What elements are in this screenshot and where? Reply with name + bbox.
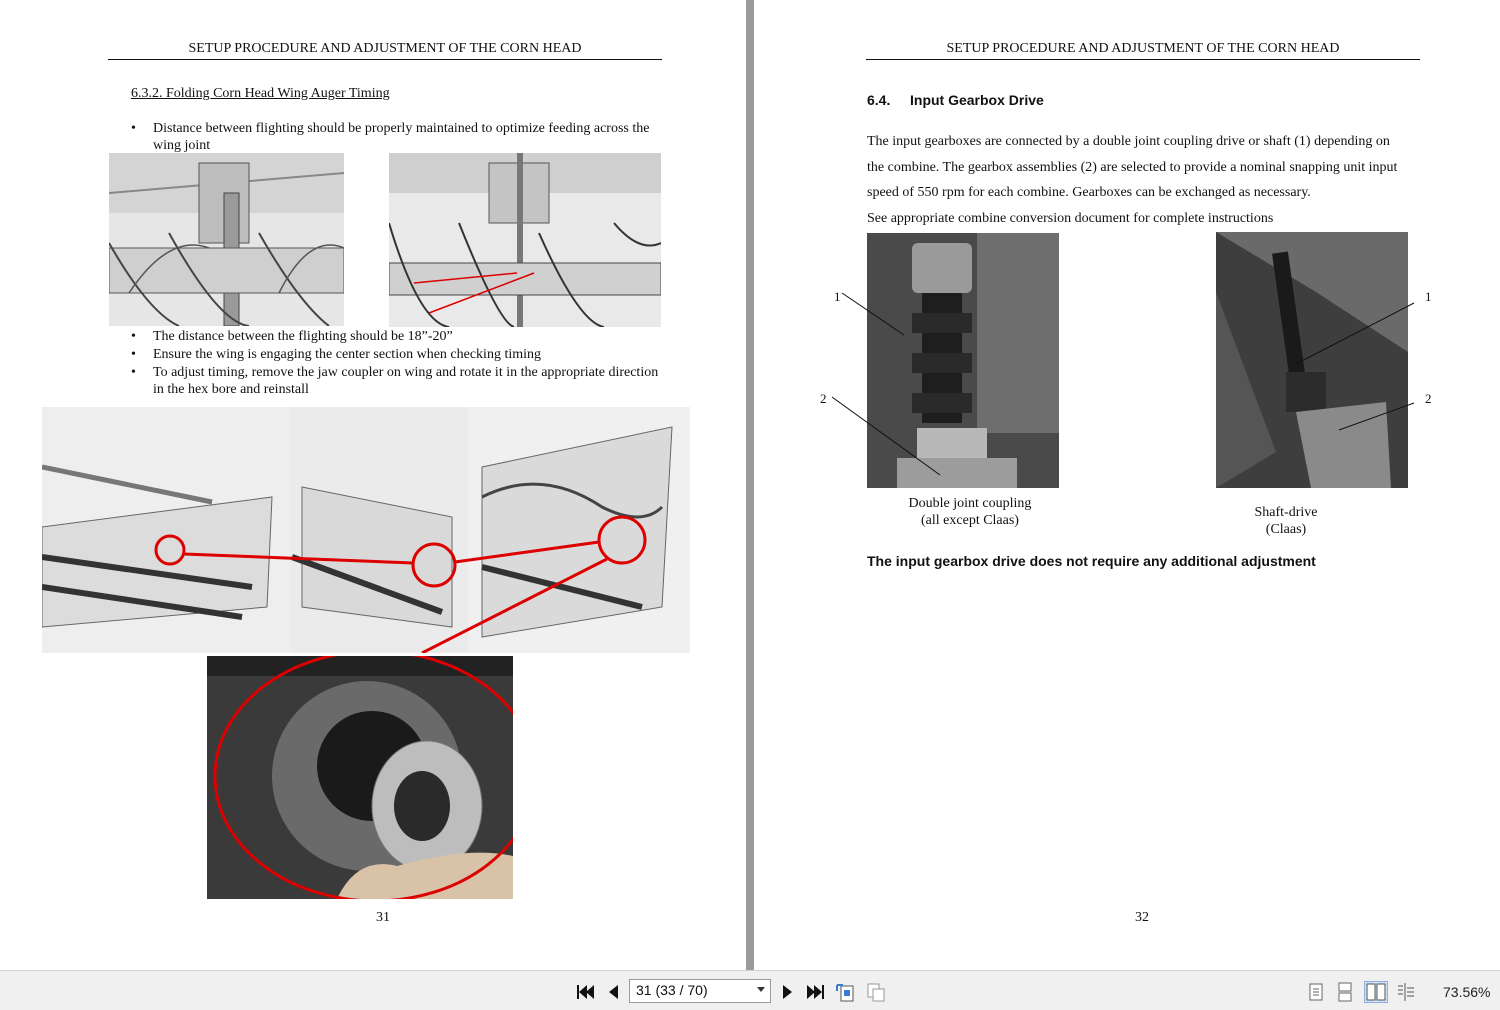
copy-icon[interactable] — [865, 981, 887, 1003]
page-header: SETUP PROCEDURE AND ADJUSTMENT OF THE CORN HEAD — [866, 41, 1420, 60]
paragraph-line: The input gearboxes are connected by a double joint coupling drive or shaft (1) depending on — [867, 134, 1390, 149]
bullet-item: • Distance between flighting should be properly maintained to optimize feeding across the wing joint — [131, 120, 671, 154]
first-page-icon[interactable] — [574, 981, 596, 1003]
bullet-list-mid — [131, 328, 671, 398]
callout-lines-left — [832, 285, 952, 485]
subsection-heading: 6.3.2. Folding Corn Head Wing Auger Timing — [131, 86, 390, 101]
page-number: 31 — [376, 910, 390, 925]
section-number: 6.4. — [867, 92, 891, 108]
zoom-level[interactable]: 73.56% — [1443, 984, 1491, 1000]
page-indicator: 31 (33 / 70) — [636, 982, 708, 998]
page-number: 32 — [1135, 910, 1149, 925]
single-page-icon[interactable] — [1305, 981, 1327, 1003]
auger-figure-2 — [389, 153, 661, 327]
viewer-toolbar — [0, 970, 1500, 1010]
prev-page-icon[interactable] — [602, 981, 624, 1003]
caption-line: (Claas) — [1265, 522, 1307, 537]
paragraph-line: the combine. The gearbox assemblies (2) are selected to provide a nominal snapping unit input — [867, 159, 1398, 175]
page-31 — [0, 0, 746, 970]
jaw-coupler-photo — [207, 656, 513, 899]
bullet-list-top — [131, 120, 671, 154]
page-32 — [754, 0, 1500, 970]
page-divider — [746, 0, 754, 970]
bullet-item: • The distance between the flighting should be 18”-20” — [131, 328, 671, 345]
callout-lines-right — [1294, 295, 1424, 445]
page-number-select[interactable] — [629, 979, 771, 1003]
bullet-item: • To adjust timing, remove the jaw coupler on wing and rotate it in the appropriate direction in the hex bore and reinstall — [131, 364, 671, 398]
callout-number: 2 — [1425, 391, 1432, 406]
next-page-icon[interactable] — [777, 981, 799, 1003]
callout-number: 1 — [834, 289, 841, 304]
bullet-item: • Ensure the wing is engaging the center section when checking timing — [131, 346, 671, 363]
two-page-continuous-icon[interactable] — [1395, 981, 1417, 1003]
auger-figure-1 — [109, 153, 344, 326]
corn-head-figure — [42, 407, 690, 653]
figure-caption — [867, 495, 1073, 529]
caption-line: Shaft-drive — [1254, 505, 1318, 520]
paragraph-line: See appropriate combine conversion document for complete instructions — [867, 210, 1274, 226]
section-title — [867, 92, 1044, 108]
callout-number: 2 — [820, 391, 827, 406]
page-header: SETUP PROCEDURE AND ADJUSTMENT OF THE CORN HEAD — [108, 41, 662, 60]
rotate-icon[interactable] — [835, 981, 857, 1003]
two-page-icon[interactable] — [1364, 981, 1388, 1003]
section-title-text: Input Gearbox Drive — [910, 92, 1044, 108]
last-page-icon[interactable] — [805, 981, 827, 1003]
paragraph-line: speed of 550 rpm for each combine. Gearboxes can be exchanged as necessary. — [867, 185, 1311, 200]
section-paragraph — [867, 129, 1427, 231]
figure-caption — [1216, 504, 1356, 538]
caption-line: Double joint coupling — [908, 496, 1032, 511]
caption-line: (all except Claas) — [921, 513, 1019, 528]
chevron-down-icon — [757, 987, 765, 992]
adjustment-note: The input gearbox drive does not require any additional adjustment — [867, 553, 1316, 569]
callout-number: 1 — [1425, 289, 1432, 304]
continuous-icon[interactable] — [1334, 981, 1356, 1003]
